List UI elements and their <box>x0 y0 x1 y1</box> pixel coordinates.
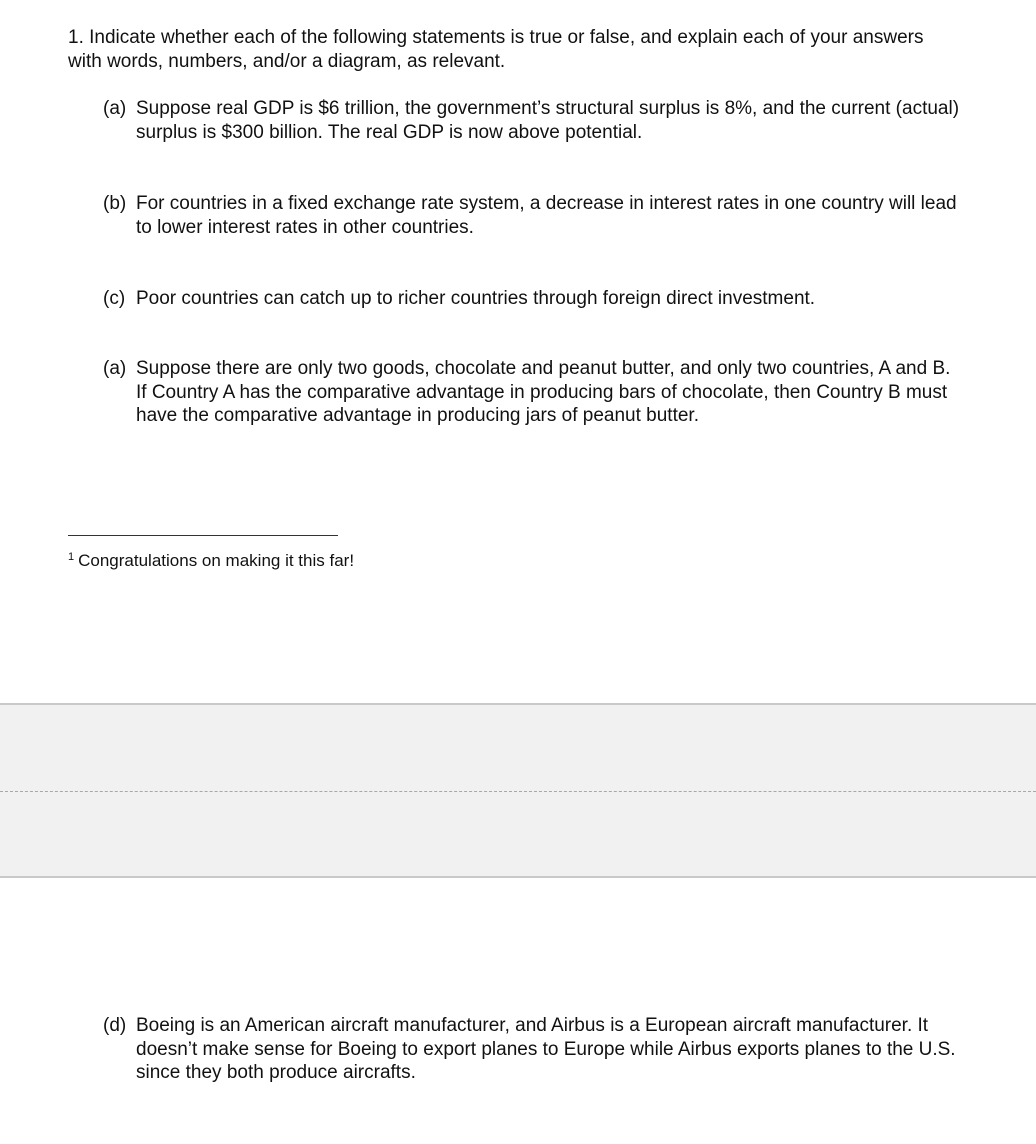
item-text: Boeing is an American aircraft manufacturer, and Airbus is a European aircraft manufacturer. It doesn’t make sense for Boeing to export planes to Europe while Airbus exports planes to the U.S. since they both produce aircrafts. <box>136 1015 956 1083</box>
question-intro: 1. Indicate whether each of the following statements is true or false, and explain each of your answers with words, numbers, and/or a diagram, as relevant. <box>68 27 924 72</box>
footnote-divider <box>68 535 338 536</box>
footnote-marker: 1 <box>68 551 75 563</box>
question-item-a-second <box>103 357 963 428</box>
document-page-bottom <box>0 878 1036 1144</box>
question-item-b <box>103 192 963 239</box>
question-item-c <box>103 287 963 311</box>
question-item-d <box>103 1014 963 1085</box>
page-break-dashed-line <box>0 791 1036 792</box>
item-label: (c) <box>103 288 126 309</box>
item-text: For countries in a fixed exchange rate system, a decrease in interest rates in one country will lead to lower interest rates in other countries. <box>136 193 957 238</box>
footnote-text: Congratulations on making it this far! <box>78 551 355 570</box>
item-label: (b) <box>103 193 127 214</box>
item-text: Suppose there are only two goods, chocolate and peanut butter, and only two countries, A and B. If Country A has the comparative advantage in producing bars of chocolate, then Country B must have the comparative advantage in producing jars of peanut butter. <box>136 358 951 426</box>
item-label: (a) <box>103 358 127 379</box>
question-item-a <box>103 97 963 144</box>
footnote <box>68 547 354 571</box>
item-label: (d) <box>103 1015 127 1036</box>
item-text: Poor countries can catch up to richer countries through foreign direct investment. <box>136 288 816 309</box>
item-text: Suppose real GDP is $6 trillion, the government’s structural surplus is 8%, and the current (actual) surplus is $300 billion. The real GDP is now above potential. <box>136 98 960 143</box>
page-break-gap <box>0 703 1036 878</box>
item-label: (a) <box>103 98 127 119</box>
